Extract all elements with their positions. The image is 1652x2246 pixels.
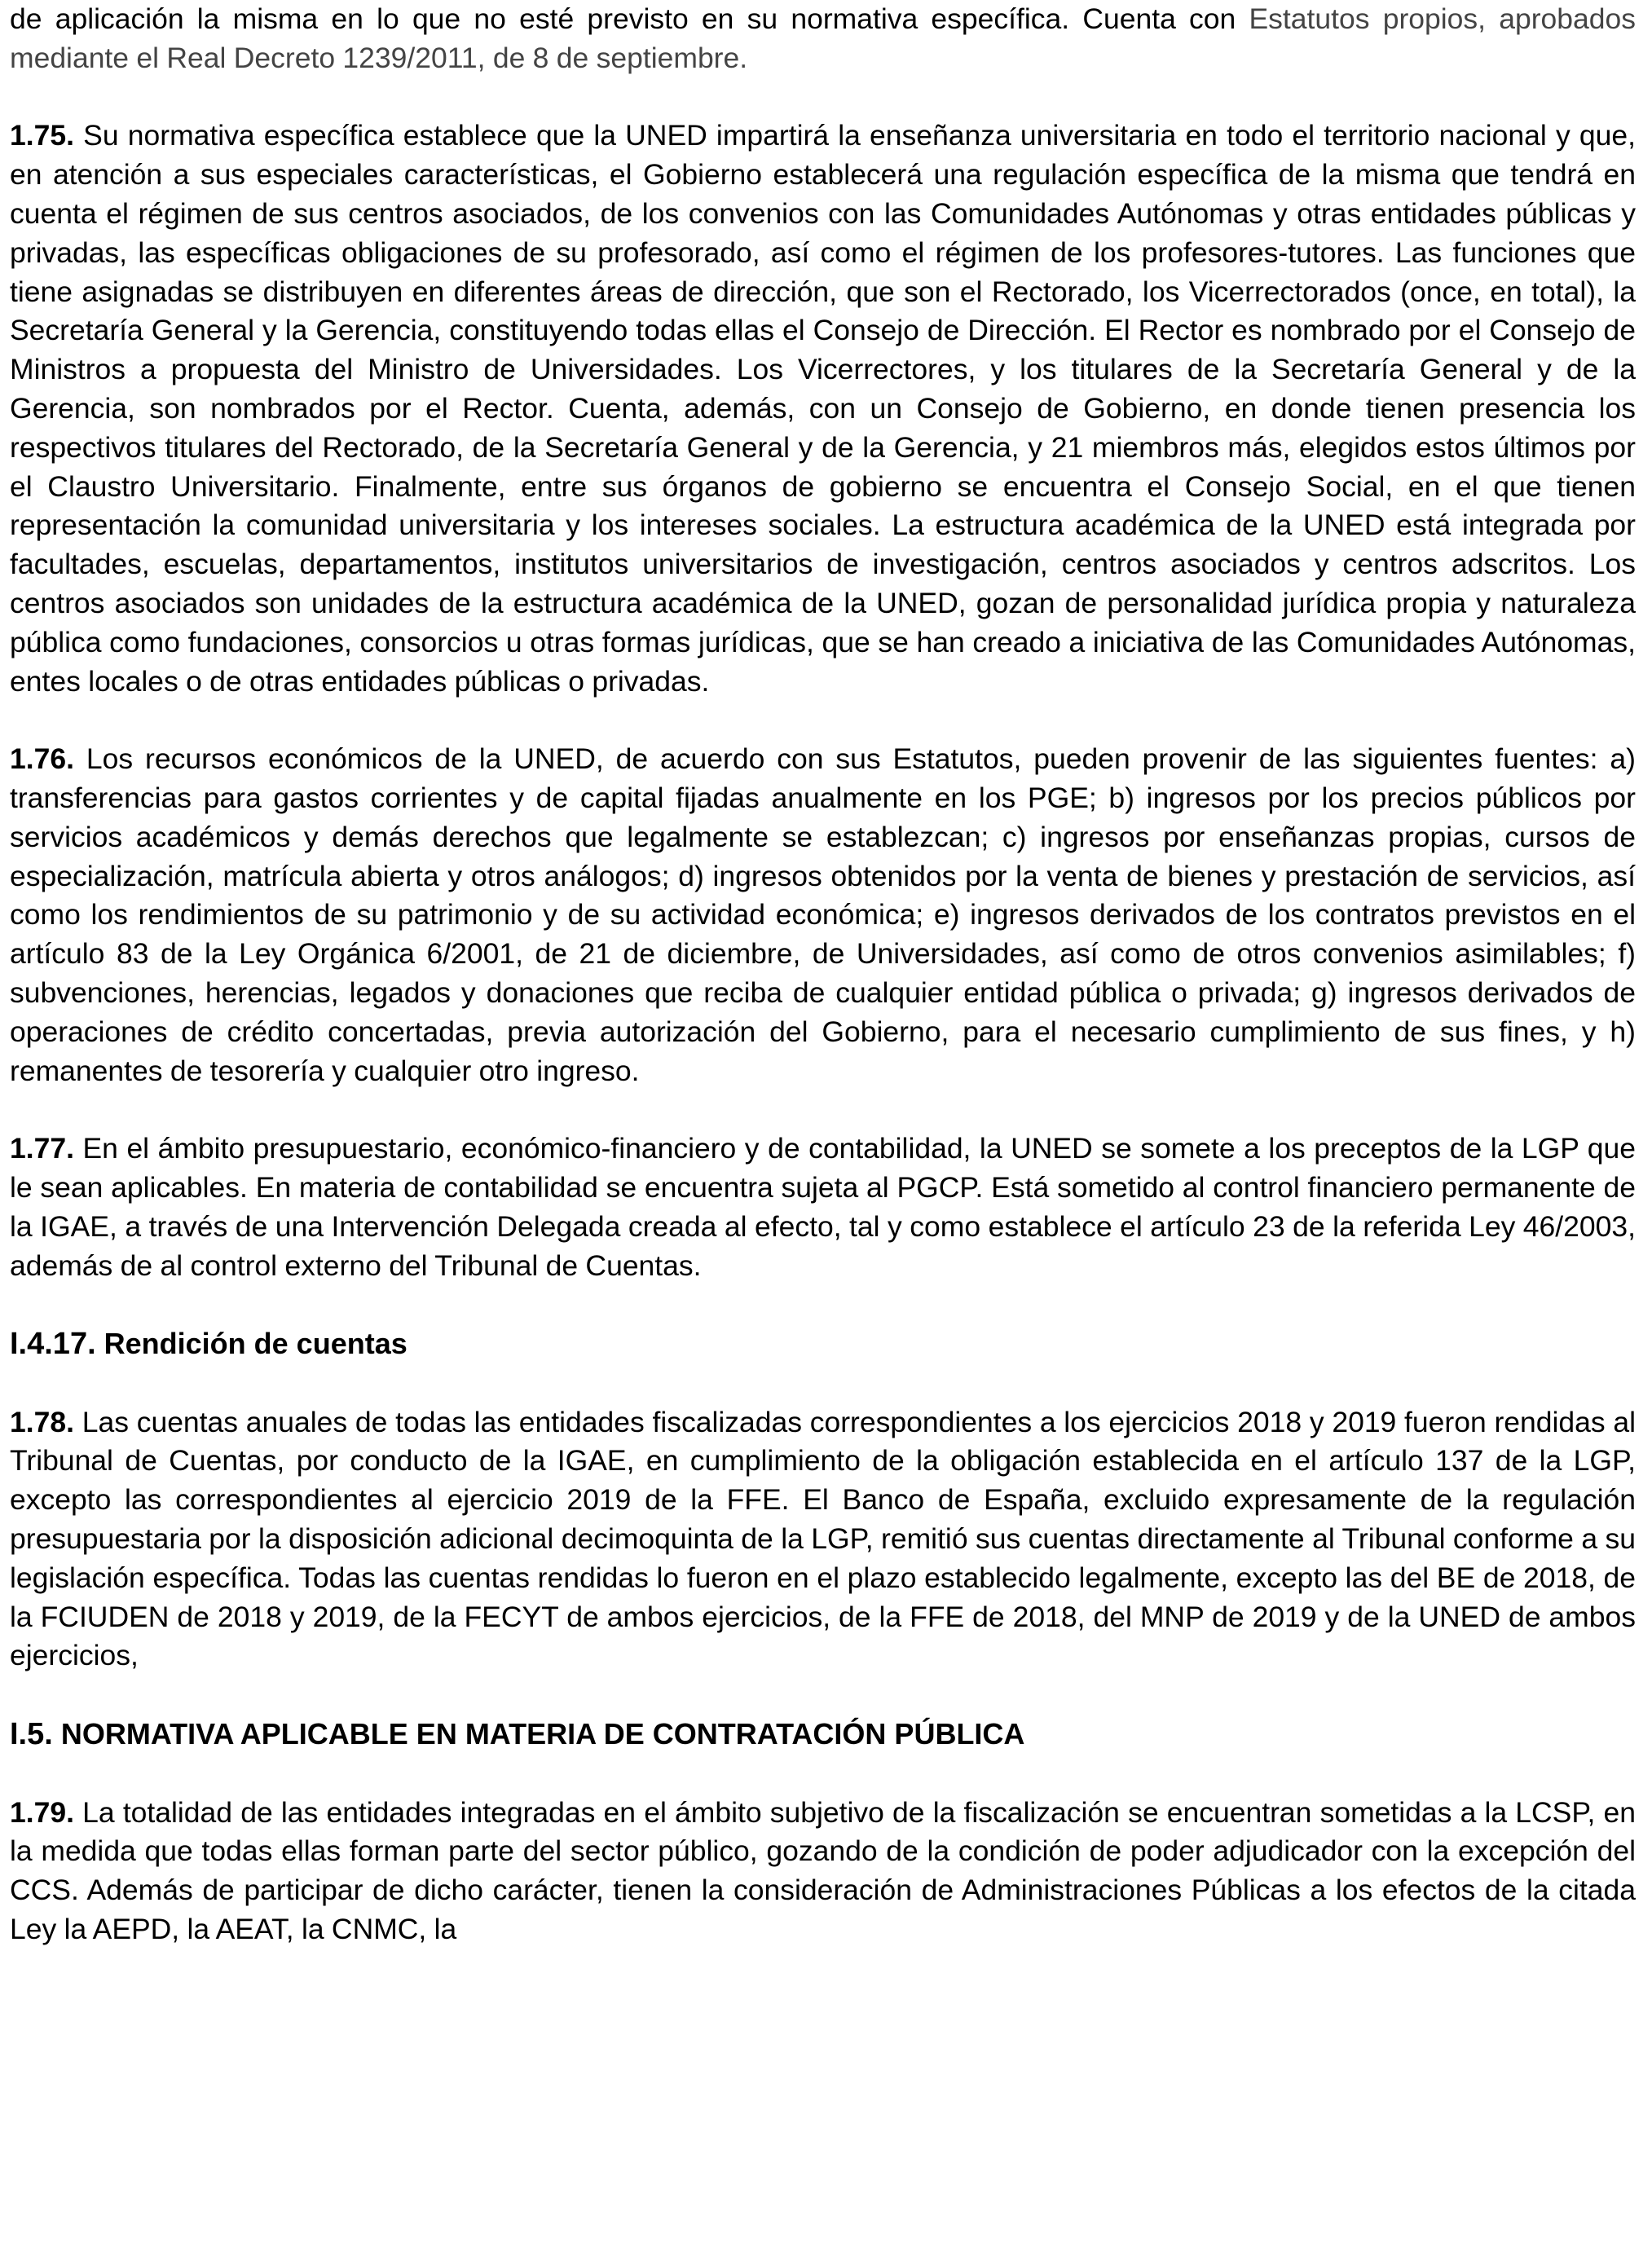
paragraph-number: 1.77. (10, 1132, 74, 1165)
paragraph-text: Las cuentas anuales de todas las entidades fiscalizadas correspondientes a los ejercicios 2018 y 2019 fueron rendidas al Tribunal de Cuentas, por conducto de la IGAE, en cumplimiento de la obligación establecida en el artículo 137 de la LGP, excepto las correspondientes al ejercicio 2019 de la FFE. El Banco de España, excluido expresamente de la regulación presupuestaria por la disposición adicional decimoquinta de la LGP, remitió sus cuentas directamente al Tribunal conforme a su legislación específica. Todas las cuentas rendidas lo fueron en el plazo establecido legalmente, excepto las del BE de 2018, de la FCIUDEN de 2018 y 2019, de la FECYT de ambos ejercicios, de la FFE de 2018, del MNP de 2019 y de la UNED de ambos ejercicios, (10, 1405, 1636, 1672)
paragraph-text: La totalidad de las entidades integradas en el ámbito subjetivo de la fiscalización se encuentran sometidas a la LCSP, en la medida que todas ellas forman parte del sector público, gozando de la condición de poder adjudicador con la excepción del CCS. Además de participar de dicho carácter, tienen la consideración de Administraciones Públicas a los efectos de la citada Ley la AEPD, la AEAT, la CNMC, la (10, 1795, 1636, 1946)
paragraph-1-78 (10, 1403, 1636, 1676)
section-heading-i-5 (10, 1715, 1636, 1755)
section-title: Rendición de cuentas (104, 1327, 407, 1361)
section-heading-i-4-17 (10, 1324, 1636, 1364)
section-number: I.5. (10, 1717, 53, 1752)
paragraph-intro (10, 0, 1636, 78)
paragraph-1-77 (10, 1130, 1636, 1285)
paragraph-1-75 (10, 117, 1636, 701)
section-title: NORMATIVA APLICABLE EN MATERIA DE CONTRATACIÓN PÚBLICA (60, 1717, 1025, 1751)
document-page (10, 0, 1636, 1949)
paragraph-number: 1.76. (10, 742, 74, 776)
paragraph-text: Los recursos económicos de la UNED, de acuerdo con sus Estatutos, pueden provenir de las siguientes fuentes: a) transferencias para gastos corrientes y de capital fijadas anualmente en los PGE; b) ingresos por los precios públicos por servicios académicos y demás derechos que legalmente se establezcan; c) ingresos por enseñanzas propias, cursos de especialización, matrícula abierta y otros análogos; d) ingresos obtenidos por la venta de bienes y prestación de servicios, así como los rendimientos de su patrimonio y de su actividad económica; e) ingresos derivados de los contratos previstos en el artículo 83 de la Ley Orgánica 6/2001, de 21 de diciembre, de Universidades, así como de otros convenios asimilables; f) subvenciones, herencias, legados y donaciones que reciba de cualquier entidad pública o privada; g) ingresos derivados de operaciones de crédito concertadas, previa autorización del Gobierno, para el necesario cumplimiento de sus fines, y h) remanentes de tesorería y cualquier otro ingreso. (10, 742, 1636, 1087)
paragraph-number: 1.75. (10, 119, 74, 152)
paragraph-text: En el ámbito presupuestario, económico-financiero y de contabilidad, la UNED se somete a los preceptos de la LGP que le sean aplicables. En materia de contabilidad se encuentra sujeta al PGCP. Está sometido al control financiero permanente de la IGAE, a través de una Intervención Delegada creada al efecto, tal y como establece el artículo 23 de la referida Ley 46/2003, además de al control externo del Tribunal de Cuentas. (10, 1132, 1636, 1282)
paragraph-1-76 (10, 740, 1636, 1090)
paragraph-number: 1.78. (10, 1405, 74, 1438)
intro-text: de aplicación la misma en lo que no esté previsto en su normativa específica. Cuenta con (10, 2, 1249, 35)
paragraph-text: Su normativa específica establece que la UNED impartirá la enseñanza universitaria en todo el territorio nacional y que, en atención a sus especiales características, el Gobierno establecerá una regulación específica de la misma que tendrá en cuenta el régimen de sus centros asociados, de los convenios con las Comunidades Autónomas y otras entidades públicas y privadas, las específicas obligaciones de su profesorado, así como el régimen de los profesores-tutores. Las funciones que tiene asignadas se distribuyen en diferentes áreas de dirección, que son el Rectorado, los Vicerrectorados (once, en total), la Secretaría General y la Gerencia, constituyendo todas ellas el Consejo de Dirección. El Rector es nombrado por el Consejo de Ministros a propuesta del Ministro de Universidades. Los Vicerrectores, y los titulares de la Secretaría General y de la Gerencia, son nombrados por el Rector. Cuenta, además, con un Consejo de Gobierno, en donde tienen presencia los respectivos titulares del Rectorado, de la Secretaría General y de la Gerencia, y 21 miembros más, elegidos estos últimos por el Claustro Universitario. Finalmente, entre sus órganos de gobierno se encuentra el Consejo Social, en el que tienen representación la comunidad universitaria y los intereses sociales. La estructura académica de la UNED está integrada por facultades, escuelas, departamentos, institutos universitarios de investigación, centros asociados y centros adscritos. Los centros asociados son unidades de la estructura académica de la UNED, gozan de personalidad jurídica propia y naturaleza pública como fundaciones, consorcios u otras formas jurídicas, que se han creado a iniciativa de las Comunidades Autónomas, entes locales o de otras entidades públicas o privadas. (10, 119, 1636, 698)
estatutos-link[interactable]: Estatutos propios, aprobados mediante el Real Decreto 1239/2011, de 8 de septiembre. (10, 2, 1637, 74)
paragraph-number: 1.79. (10, 1795, 74, 1829)
paragraph-1-79 (10, 1794, 1636, 1949)
section-number: I.4.17. (10, 1327, 96, 1362)
